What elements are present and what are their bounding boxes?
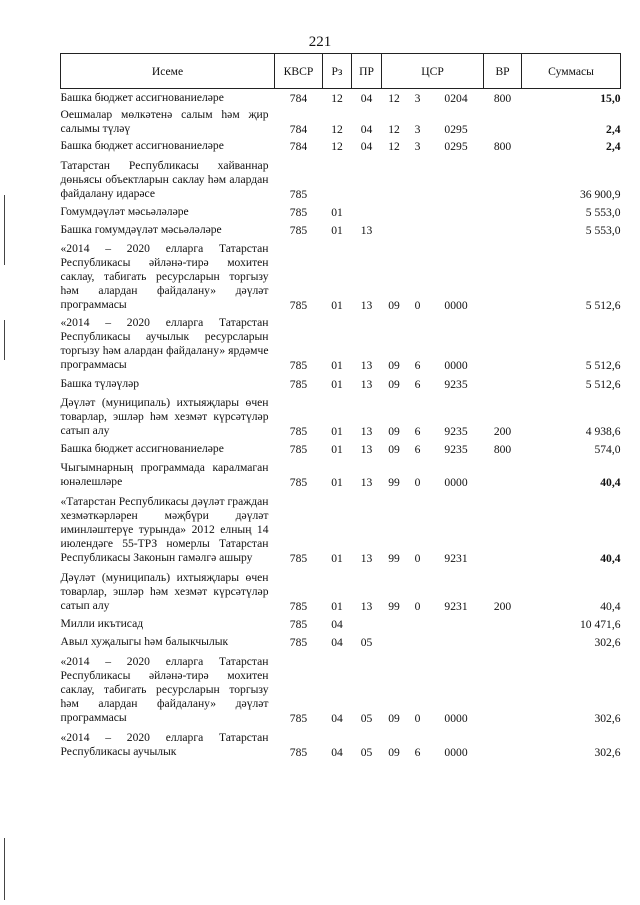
- cell-pr: 13: [360, 425, 373, 438]
- cell-csr3: 9235: [444, 443, 468, 456]
- cell-rz: 01: [331, 224, 343, 237]
- cell-amount: 5 512,6: [585, 299, 621, 312]
- cell-kvsr: 784: [289, 140, 308, 153]
- cell-pr: 13: [360, 443, 373, 456]
- cell-csr3: [429, 153, 484, 201]
- cell-kvsr: 785: [289, 443, 308, 456]
- cell-kvsr: 785: [289, 359, 308, 372]
- cell-rz: 04: [331, 618, 343, 631]
- cell-csr3: 0295: [444, 123, 468, 136]
- cell-vr: 200: [493, 600, 512, 613]
- cell-csr2: [407, 631, 429, 649]
- cell-csr3: 9231: [444, 552, 468, 565]
- cell-vr: 800: [493, 443, 512, 456]
- cell-name: Башка бюджет ассигнованиеләре: [60, 442, 224, 455]
- cell-kvsr: 785: [289, 299, 308, 312]
- cell-csr1: 12: [388, 140, 400, 153]
- cell-kvsr: 785: [289, 206, 308, 219]
- cell-csr1: 09: [388, 425, 400, 438]
- margin-line: [4, 838, 5, 900]
- cell-amount: 2,4: [606, 140, 621, 153]
- cell-kvsr: 785: [289, 552, 308, 565]
- cell-csr2: 6: [414, 359, 421, 372]
- cell-name: Оешмалар мөлкәтенә салым һәм җир салымы түләү: [60, 108, 269, 135]
- cell-amount: 574,0: [594, 443, 621, 456]
- cell-pr: 13: [360, 600, 373, 613]
- cell-csr2: 6: [414, 746, 421, 759]
- cell-vr: [484, 105, 522, 136]
- cell-csr1: 99: [388, 600, 400, 613]
- cell-csr1: 99: [388, 476, 400, 489]
- page-number: 221: [308, 34, 332, 50]
- cell-vr: [484, 372, 522, 391]
- cell-rz: 01: [331, 443, 343, 456]
- cell-vr: [484, 201, 522, 219]
- header-name: Исеме: [61, 54, 275, 89]
- header-csr: ЦСР: [382, 54, 484, 89]
- cell-csr2: 6: [414, 425, 421, 438]
- table-header-row: [61, 54, 621, 89]
- cell-csr1: 09: [388, 359, 400, 372]
- cell-pr: 04: [360, 140, 373, 153]
- cell-vr: [484, 631, 522, 649]
- cell-vr: [484, 312, 522, 372]
- cell-kvsr: 784: [289, 123, 308, 136]
- cell-vr: [484, 649, 522, 725]
- cell-csr2: [407, 153, 429, 201]
- cell-csr2: 0: [414, 476, 421, 489]
- cell-vr: [484, 613, 522, 631]
- cell-csr2: 6: [414, 378, 421, 391]
- cell-csr1: 09: [388, 712, 400, 725]
- cell-name: Чыгымнарның программада каралмаган юнәлешләре: [60, 461, 269, 488]
- header-kvsr: КВСР: [275, 54, 323, 89]
- table-row: [61, 438, 621, 456]
- cell-csr1: 99: [388, 552, 400, 565]
- cell-vr: 800: [493, 140, 512, 153]
- cell-name: Гомумдәүләт мәсьәләләре: [60, 205, 189, 218]
- cell-name: Башка бюджет ассигнованиеләре: [60, 139, 224, 152]
- table-row: [61, 237, 621, 312]
- cell-csr2: [407, 613, 429, 631]
- cell-vr: [484, 153, 522, 201]
- table-row: [61, 391, 621, 438]
- table-row: [61, 565, 621, 613]
- cell-name: Авыл хуҗалыгы һәм балыкчылык: [60, 635, 229, 648]
- table-row: [61, 153, 621, 201]
- cell-csr3: 9235: [444, 425, 468, 438]
- cell-vr: 800: [493, 92, 512, 105]
- table-row: [61, 312, 621, 372]
- cell-csr3: [429, 201, 484, 219]
- cell-name: Дәүләт (муниципаль) ихтыяҗлары өчен товарлар, эшләр һәм хезмәт күрсәтүләр сатып алу: [60, 571, 269, 612]
- cell-amount: 10 471,6: [579, 618, 621, 631]
- table-row: [61, 219, 621, 237]
- cell-kvsr: 785: [289, 600, 308, 613]
- cell-rz: 12: [331, 92, 343, 105]
- cell-csr1: [382, 219, 407, 237]
- cell-pr: 13: [360, 378, 373, 391]
- cell-amount: 5 512,6: [585, 378, 621, 391]
- cell-amount: 302,6: [594, 636, 621, 649]
- cell-csr3: [429, 219, 484, 237]
- header-vr: ВР: [484, 54, 522, 89]
- cell-kvsr: 785: [289, 712, 308, 725]
- cell-kvsr: 785: [289, 378, 308, 391]
- table-row: [61, 136, 621, 153]
- cell-name: Башка бюджет ассигнованиеләре: [60, 91, 224, 104]
- cell-rz: 01: [331, 206, 343, 219]
- cell-csr2: 3: [414, 92, 421, 105]
- cell-pr: 13: [360, 224, 373, 237]
- table-row: [61, 489, 621, 565]
- cell-pr: 13: [360, 299, 373, 312]
- cell-csr3: 9231: [444, 600, 468, 613]
- cell-rz: 04: [331, 712, 343, 725]
- cell-csr2: 0: [414, 552, 421, 565]
- cell-csr2: [407, 201, 429, 219]
- table-row: [61, 456, 621, 489]
- cell-name: Дәүләт (муниципаль) ихтыяҗлары өчен товарлар, эшләр һәм хезмәт күрсәтүләр сатып алу: [60, 396, 269, 437]
- cell-rz: 04: [331, 746, 343, 759]
- table-row: [61, 613, 621, 631]
- cell-rz: 01: [331, 600, 343, 613]
- cell-csr3: 0000: [444, 476, 468, 489]
- cell-rz: [323, 153, 352, 201]
- cell-vr: [484, 725, 522, 759]
- cell-amount: 15,0: [600, 92, 621, 105]
- cell-csr3: [429, 613, 484, 631]
- table-row: [61, 631, 621, 649]
- cell-csr2: 0: [414, 712, 421, 725]
- header-amount: Суммасы: [522, 54, 621, 89]
- cell-csr1: 12: [388, 123, 400, 136]
- cell-vr: 200: [493, 425, 512, 438]
- cell-amount: 2,4: [606, 123, 621, 136]
- cell-name: Милли икътисад: [60, 617, 144, 630]
- cell-rz: 01: [331, 425, 343, 438]
- budget-table: [60, 53, 621, 759]
- cell-csr2: 3: [414, 140, 421, 153]
- cell-rz: 12: [331, 123, 343, 136]
- cell-rz: 12: [331, 140, 343, 153]
- cell-amount: 40,4: [600, 552, 621, 565]
- cell-csr1: [382, 613, 407, 631]
- table-row: [61, 201, 621, 219]
- cell-rz: 01: [331, 359, 343, 372]
- cell-rz: 01: [331, 552, 343, 565]
- cell-csr1: 12: [388, 92, 400, 105]
- cell-rz: 04: [331, 636, 343, 649]
- cell-pr: 13: [360, 552, 373, 565]
- cell-amount: 4 938,6: [585, 425, 621, 438]
- cell-pr: 04: [360, 92, 373, 105]
- cell-amount: 5 553,0: [585, 224, 621, 237]
- cell-pr: [352, 153, 382, 201]
- cell-kvsr: 784: [289, 92, 308, 105]
- cell-csr2: 6: [414, 443, 421, 456]
- cell-amount: 302,6: [594, 712, 621, 725]
- cell-pr: 13: [360, 476, 373, 489]
- cell-kvsr: 785: [289, 746, 308, 759]
- cell-csr3: 0000: [444, 712, 468, 725]
- cell-kvsr: 785: [289, 224, 308, 237]
- cell-csr3: 0204: [444, 92, 468, 105]
- cell-name: «2014 – 2020 елларга Татарстан Республикасы әйләнә-тирә мохитен саклау, табигать ресурсларын торгызу һәм алардан файдалану» дәүләт программасы: [60, 242, 269, 311]
- cell-csr3: 0000: [444, 359, 468, 372]
- cell-name: «2014 – 2020 елларга Татарстан Республикасы әйләнә-тирә мохитен саклау, табигать ресурсларын торгызу һәм алардан файдалану» дәүләт программасы: [60, 655, 269, 724]
- cell-amount: 40,4: [600, 600, 621, 613]
- cell-rz: 01: [331, 299, 343, 312]
- cell-pr: 05: [360, 712, 373, 725]
- cell-csr2: [407, 219, 429, 237]
- cell-name: «2014 – 2020 елларга Татарстан Республикасы аучылык ресурсларын торгызу һәм алардан файдалану» ярдәмче программасы: [60, 316, 269, 371]
- cell-kvsr: 785: [289, 188, 308, 201]
- cell-kvsr: 785: [289, 425, 308, 438]
- cell-csr1: 09: [388, 299, 400, 312]
- cell-csr1: [382, 201, 407, 219]
- cell-csr3: 0000: [444, 746, 468, 759]
- cell-amount: 302,6: [594, 746, 621, 759]
- table-row: [61, 105, 621, 136]
- cell-amount: 5 553,0: [585, 206, 621, 219]
- margin-line: [4, 320, 5, 360]
- cell-kvsr: 785: [289, 618, 308, 631]
- cell-pr: 05: [360, 636, 373, 649]
- cell-name: «Татарстан Республикасы дәүләт граждан хезмәткәрләрен мәҗбүри дәүләт иминләштерүе турында» 2012 елның 14 июлендәге 55-ТРЗ номерлы Татарстан Республикасы Законын гамәлгә ашыру: [60, 495, 269, 564]
- cell-amount: 5 512,6: [585, 359, 621, 372]
- cell-kvsr: 785: [289, 476, 308, 489]
- cell-csr3: 9235: [444, 378, 468, 391]
- header-rz: Рз: [323, 54, 352, 89]
- cell-csr2: 0: [414, 299, 421, 312]
- cell-rz: 01: [331, 378, 343, 391]
- cell-csr1: [382, 153, 407, 201]
- table-row: [61, 89, 621, 106]
- cell-name: Башка түләүләр: [60, 377, 140, 390]
- cell-kvsr: 785: [289, 636, 308, 649]
- cell-csr3: 0000: [444, 299, 468, 312]
- cell-pr: 13: [360, 359, 373, 372]
- cell-amount: 40,4: [600, 476, 621, 489]
- cell-name: «2014 – 2020 елларга Татарстан Республикасы аучылык: [60, 731, 269, 758]
- cell-csr1: 09: [388, 378, 400, 391]
- cell-csr3: [429, 631, 484, 649]
- cell-vr: [484, 219, 522, 237]
- table-row: [61, 372, 621, 391]
- cell-pr: [352, 201, 382, 219]
- margin-line: [4, 195, 5, 265]
- cell-csr2: 3: [414, 123, 421, 136]
- cell-pr: 04: [360, 123, 373, 136]
- cell-csr1: [382, 631, 407, 649]
- cell-csr3: 0295: [444, 140, 468, 153]
- table-row: [61, 725, 621, 759]
- cell-vr: [484, 237, 522, 312]
- cell-name: Татарстан Республикасы хайваннар дөньясы объектларын саклау һәм алардан файдалану идарәсе: [60, 159, 269, 200]
- cell-rz: 01: [331, 476, 343, 489]
- cell-csr1: 09: [388, 746, 400, 759]
- cell-vr: [484, 456, 522, 489]
- cell-amount: 36 900,9: [579, 188, 621, 201]
- cell-csr1: 09: [388, 443, 400, 456]
- cell-pr: 05: [360, 746, 373, 759]
- table-row: [61, 649, 621, 725]
- cell-pr: [352, 613, 382, 631]
- cell-csr2: 0: [414, 600, 421, 613]
- header-pr: ПР: [352, 54, 382, 89]
- cell-name: Башка гомумдәүләт мәсьәләләре: [60, 223, 222, 236]
- cell-vr: [484, 489, 522, 565]
